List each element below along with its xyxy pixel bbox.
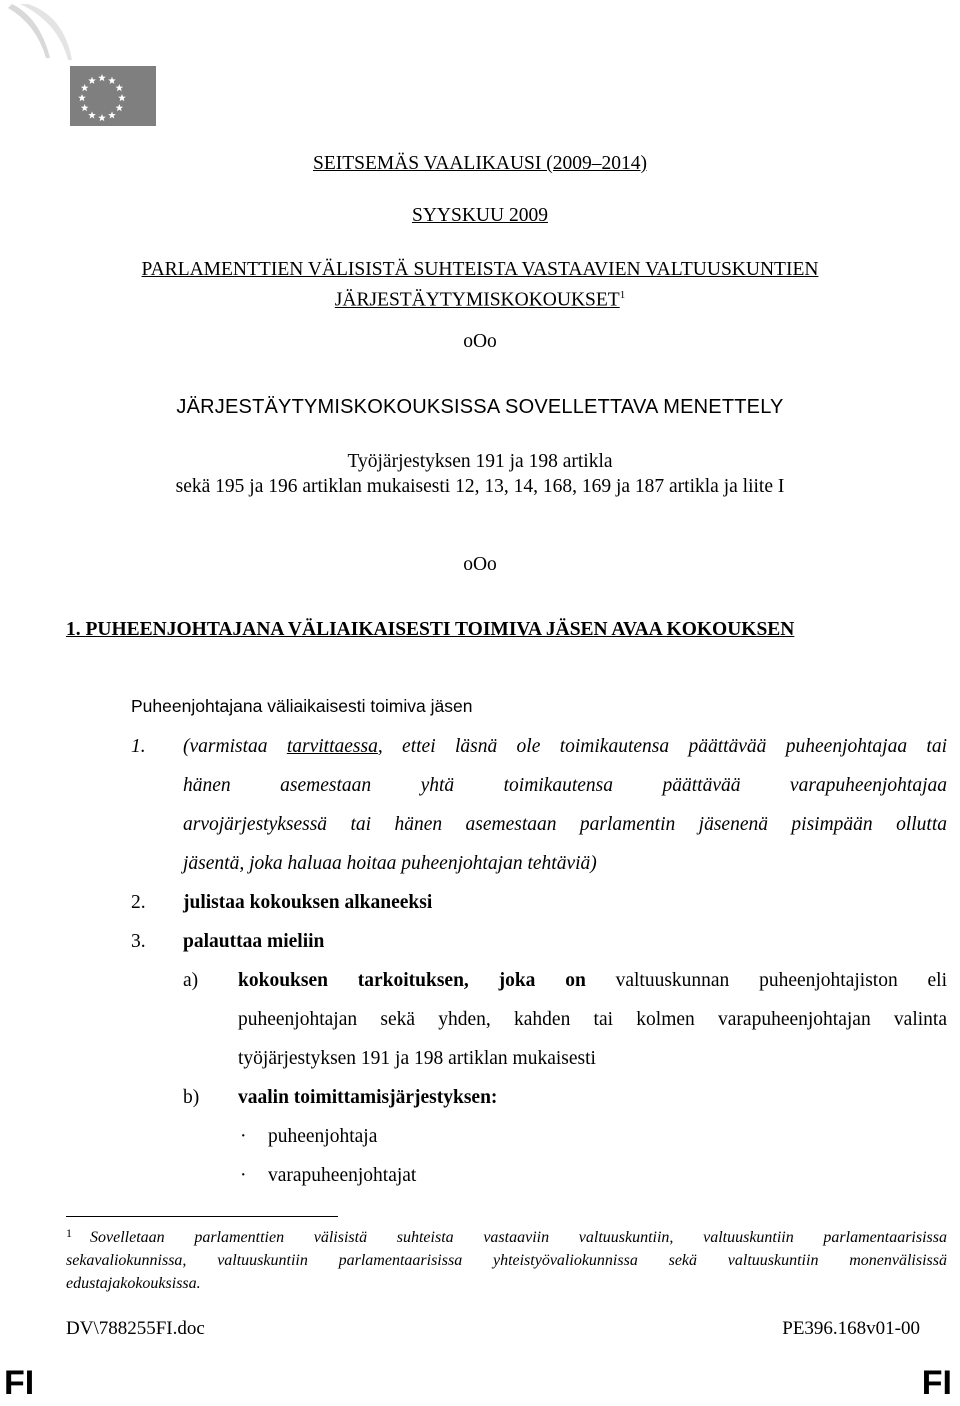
eu-parliament-logo: [6, 4, 166, 128]
procedure-title: JÄRJESTÄYTYMISKOKOUKSISSA SOVELLETTAVA MENETTELY: [176, 396, 784, 418]
language-code-left: FI: [4, 1364, 35, 1402]
item-1-post: , ettei läsnä ole toimikautensa päättävää puheenjohtajaa tai: [377, 736, 948, 757]
section-1-actor: Puheenjohtajana väliaikaisesti toimiva jäsen: [131, 696, 473, 716]
footnote-line-1: Sovelletaan parlamenttien välisistä suhteista vastaaviin valtuuskuntiin, valtuuskuntiin parlamentaarisissa: [90, 1229, 947, 1246]
sub-a-line-1: [238, 969, 947, 993]
bullet-1-marker: ·: [240, 1126, 247, 1147]
footnote-line-3: edustajakokouksissa.: [66, 1275, 201, 1292]
title-line-2: [0, 283, 960, 313]
footnote-rule: [66, 1216, 338, 1217]
sub-a-rest: valtuuskunnan puheenjohtajiston eli: [585, 970, 947, 991]
sub-b-label: b): [183, 1087, 200, 1108]
date-heading: SYYSKUU 2009: [412, 205, 548, 226]
item-1-underlined: tarvittaessa: [286, 736, 378, 757]
item-2-number: 2.: [131, 892, 146, 913]
language-code-right: FI: [921, 1364, 952, 1402]
term-heading: SEITSEMÄS VAALIKAUSI (2009–2014): [312, 153, 648, 174]
sub-b-text: vaalin toimittamisjärjestyksen:: [238, 1087, 498, 1108]
title-line-1: PARLAMENTTIEN VÄLISISTÄ SUHTEISTA VASTAAVIEN VALTUUSKUNTIEN: [141, 259, 819, 280]
item-3-text: palauttaa mieliin: [183, 931, 325, 952]
separator-2: oOo: [463, 554, 497, 575]
separator-1: oOo: [463, 331, 497, 352]
item-1-line-2: hänen asemestaan yhtä toimikautensa päättävää varapuheenjohtajaa: [183, 775, 947, 796]
bullet-2-text: varapuheenjohtajat: [268, 1165, 417, 1186]
bullet-2-marker: ·: [240, 1165, 247, 1186]
bullet-1-text: puheenjohtaja: [268, 1126, 378, 1147]
rules-line-1: Työjärjestyksen 191 ja 198 artikla: [347, 451, 613, 472]
sub-a-line-2: puheenjohtajan sekä yhden, kahden tai kolmen varapuheenjohtajan valinta: [238, 1009, 947, 1030]
section-1-heading: 1. PUHEENJOHTAJANA VÄLIAIKAISESTI TOIMIVA JÄSEN AVAA KOKOUKSEN: [66, 619, 795, 640]
sub-a-label: a): [183, 970, 199, 991]
item-1-line-4: jäsentä, joka haluaa hoitaa puheenjohtajan tehtäviä): [183, 853, 597, 874]
item-1-line-3: arvojärjestyksessä tai hänen asemestaan parlamentin jäsenenä pisimpään ollutta: [183, 814, 947, 835]
item-3-number: 3.: [131, 931, 146, 952]
doc-reference: DV\788255FI.doc: [66, 1318, 205, 1339]
sub-a-line-3: työjärjestyksen 191 ja 198 artiklan mukaisesti: [238, 1048, 596, 1069]
item-1-number: 1.: [131, 736, 146, 757]
rules-line-2: sekä 195 ja 196 artiklan mukaisesti 12, 13, 14, 168, 169 ja 187 artikla ja liite I: [175, 476, 785, 497]
pe-reference: PE396.168v01-00: [782, 1318, 920, 1339]
footnote-number: 1: [66, 1226, 72, 1240]
item-1-pre: (varmistaa: [183, 736, 287, 757]
title-line-2-text: JÄRJESTÄYTYMISKOKOUKSET: [334, 289, 620, 311]
item-2-text: julistaa kokouksen alkaneeksi: [183, 892, 433, 913]
footnote-ref: 1: [619, 289, 626, 301]
item-1-line-1: [183, 735, 947, 759]
sub-a-bold: kokouksen tarkoituksen, joka on: [238, 970, 586, 991]
footnote-line-2: sekavaliokunnissa, valtuuskuntiin parlamentaarisissa yhteistyövaliokunnissa sekä valtuuskuntiin monenvälisissä: [66, 1252, 947, 1269]
logo-graphic: [6, 4, 166, 128]
